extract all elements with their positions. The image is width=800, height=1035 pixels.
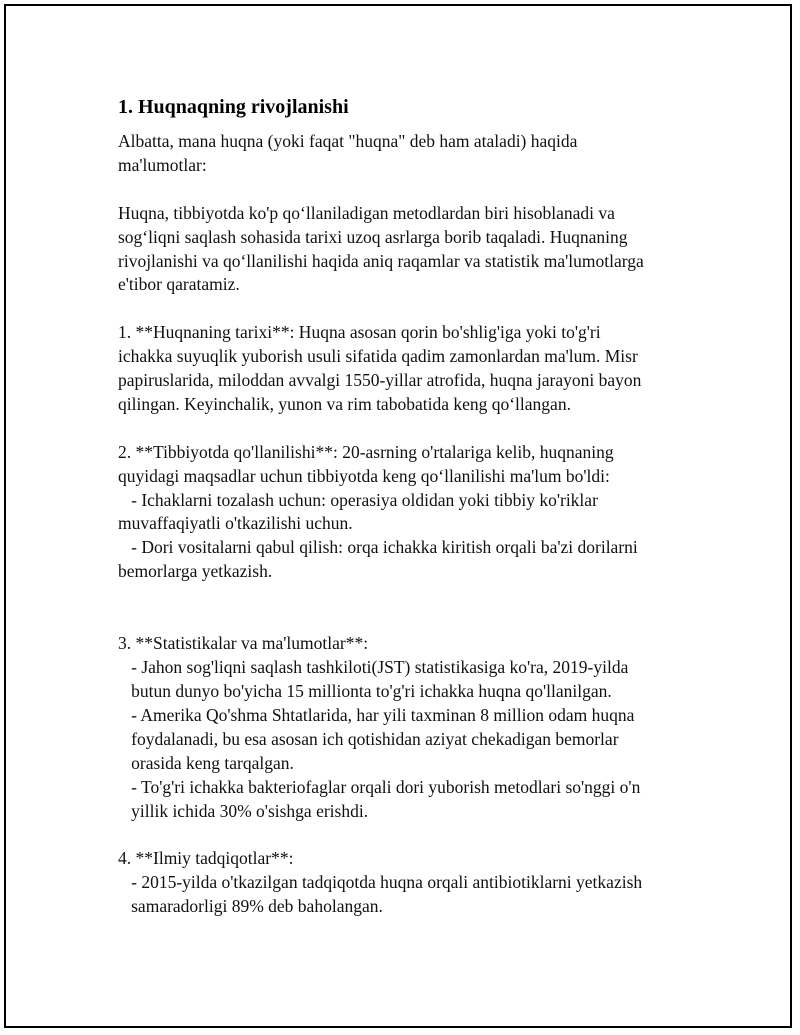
history-section: 1. **Huqnaning tarixi**: Huqna asosan qorin bo'shlig'iga yoki to'g'ri ichakka suyuqlik yuborish usuli sifatida qadim zamonlardan ma'lum. Misr papiruslarida, miloddan avvalgi 1550-yillar atrofida, huqna jarayoni bayon qilingan. Keyinchalik, yunon va rim tabobatida keng qo‘llangan. bbox=[118, 322, 642, 414]
spacer bbox=[118, 417, 678, 441]
research-section: 4. **Ilmiy tadqiqotlar**: - 2015-yilda o'tkazilgan tadqiqotda huqna orqali antibiotiklarni yetkazish samaradorligi 89% deb baholangan. bbox=[118, 848, 643, 917]
spacer bbox=[118, 178, 678, 202]
document-body bbox=[118, 94, 678, 919]
overview-paragraph: Huqna, tibbiyotda ko'p qo‘llaniladigan metodlardan biri hisoblanadi va sog‘liqni saqlash sohasida tarixi uzoq asrlarga borib taqaladi. Huqnaning rivojlanishi va qo‘llanilishi haqida aniq raqamlar va statistik ma'lumotlarga e'tibor qaratamiz. bbox=[118, 202, 644, 295]
medical-use-section: 2. **Tibbiyotda qo'llanilishi**: 20-asrning o'rtalariga kelib, huqnaning quyidagi maqsadlar uchun tibbiyotda keng qo‘llanilishi ma'lum bo'ldi: - Ichaklarni tozalash uchun: operasiya oldidan yoki tibbiy ko'riklar muvaffaqiyatli o'tkazilishi uchun. - Dori vositalarni qabul qilish: orqa ichakka kiritish orqali ba'zi dorilarni bemorlarga yetkazish. bbox=[118, 441, 638, 582]
document-title: 1. Huqnaqning rivojlanishi bbox=[118, 96, 349, 118]
statistics-section: 3. **Statistikalar va ma'lumotlar**: - Jahon sog'liqni saqlash tashkiloti(JST) statistikasiga ko'ra, 2019-yilda butun dunyo bo'yicha 15 millionta to'g'ri ichakka huqna qo'llanilgan. - Amerika Qo'shma Shtatlarida, har yili taxminan 8 million odam huqna foydalanadi, bu esa asosan ich qotishidan aziyat chekadigan bemorlar orasida keng tarqalgan. - To'g'ri ichakka bakteriofaglar orqali dori yuborish metodlari so'nggi o'n yillik ichida 30% o'sishga erishdi. bbox=[118, 633, 641, 821]
intro-paragraph: Albatta, mana huqna (yoki faqat "huqna" deb ham ataladi) haqida ma'lumotlar: bbox=[118, 131, 578, 175]
spacer bbox=[118, 584, 678, 632]
spacer bbox=[118, 297, 678, 321]
spacer bbox=[118, 823, 678, 847]
